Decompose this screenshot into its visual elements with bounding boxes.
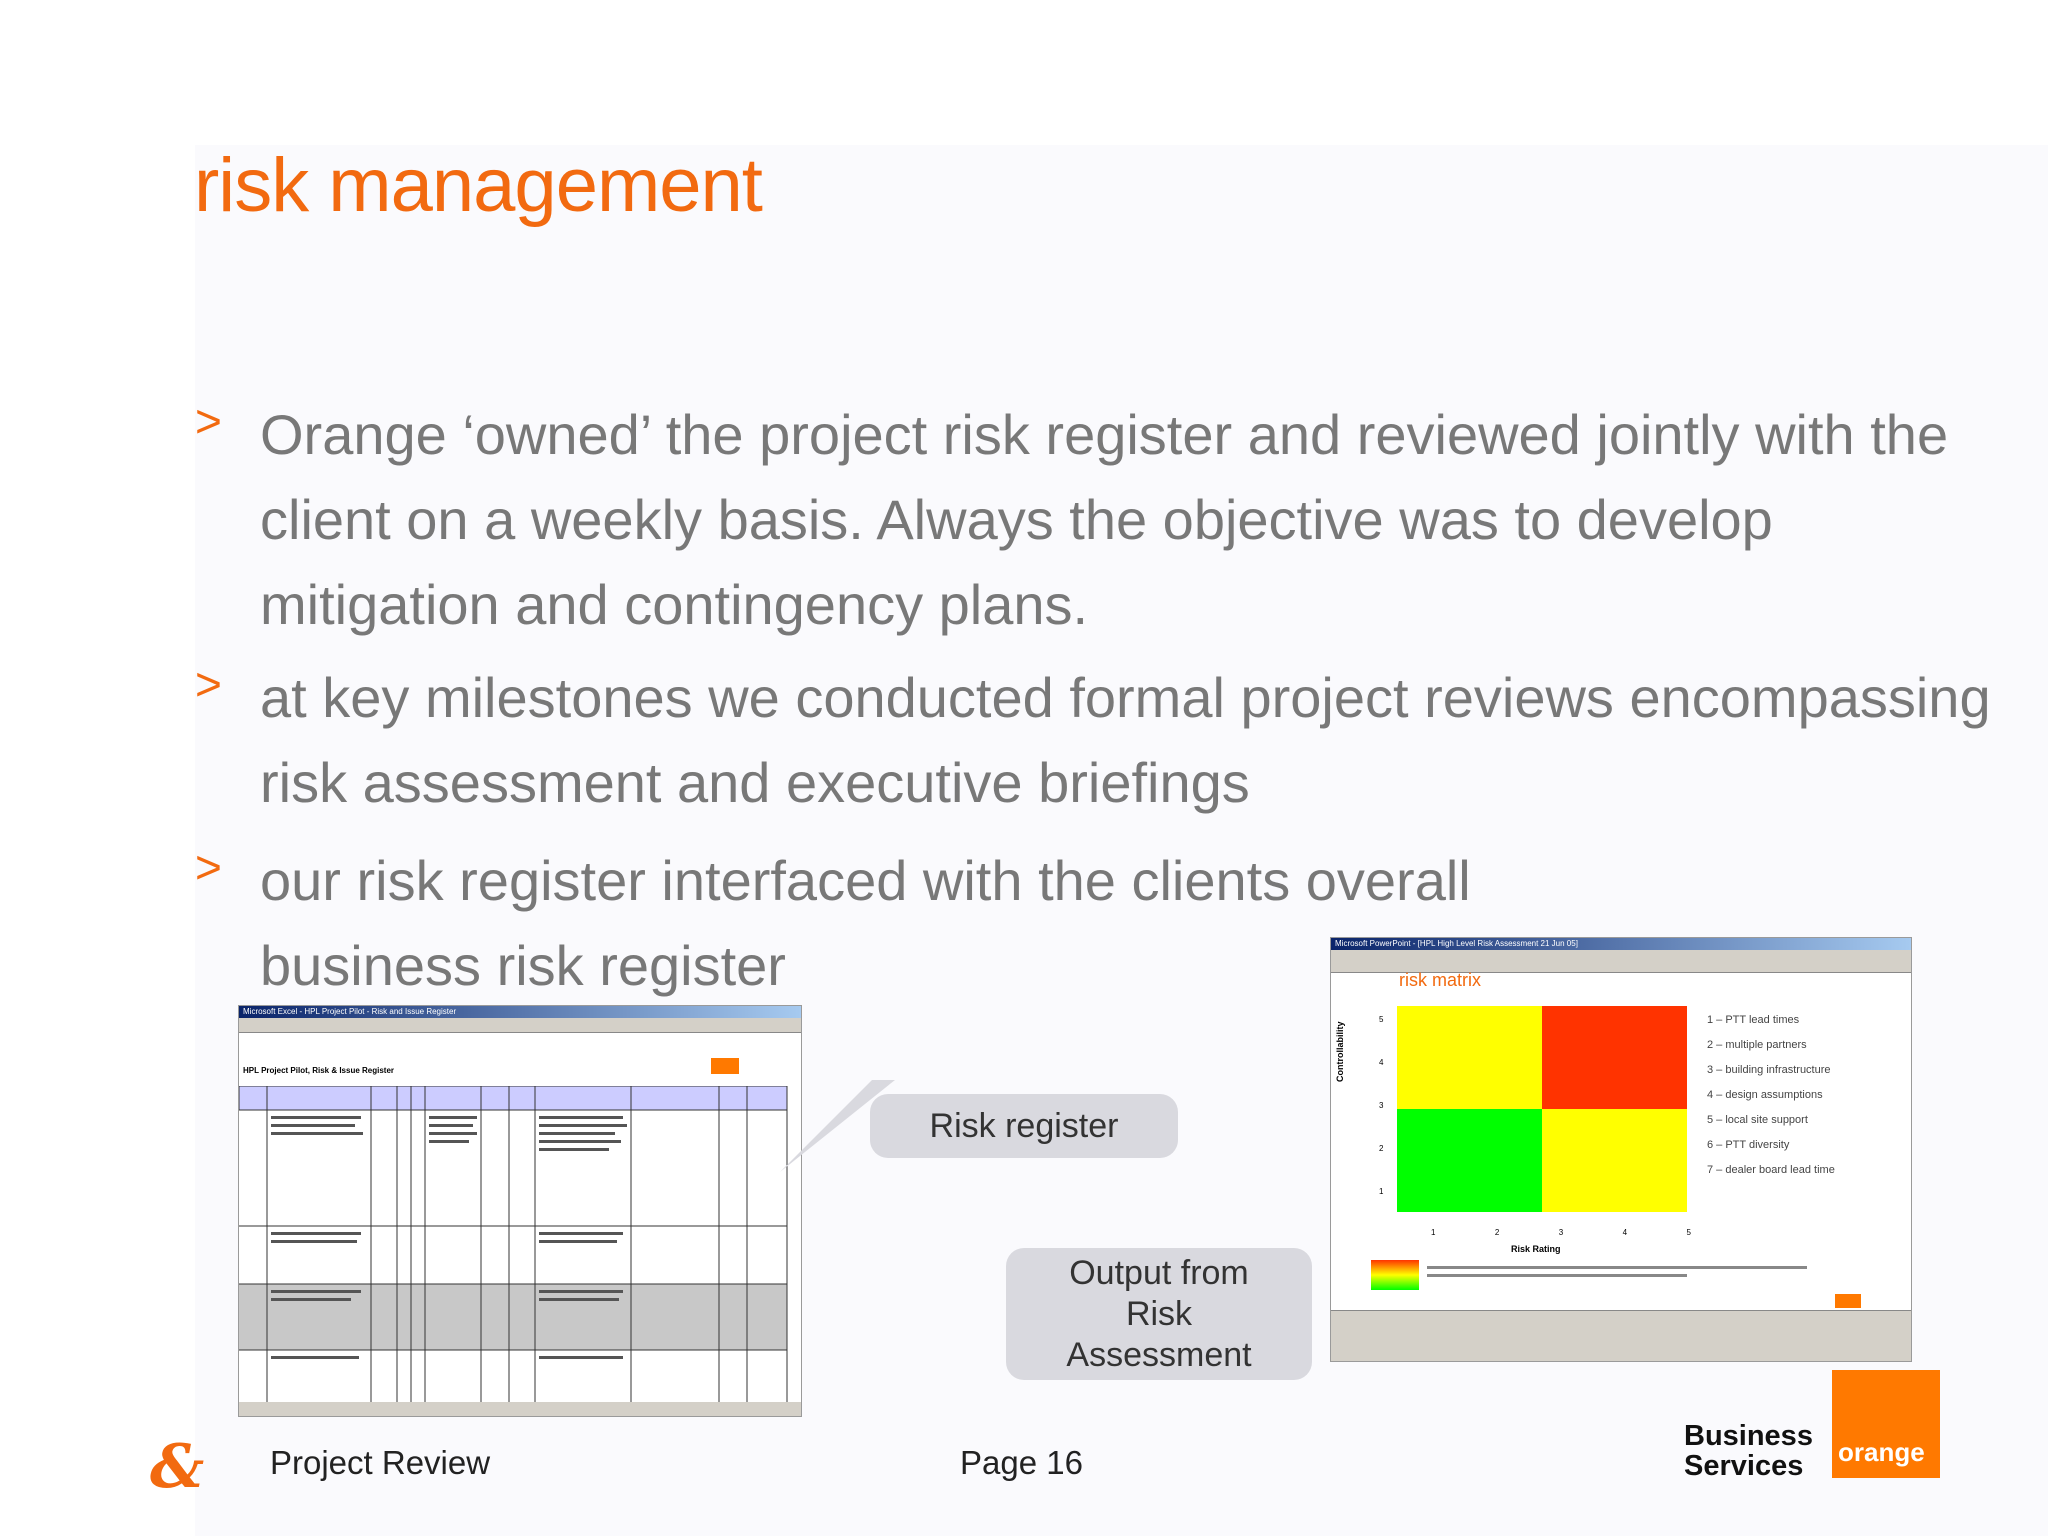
bullet-2 [195,655,1991,825]
callout-output-from-risk-assessment: Output from Risk Assessment [1006,1248,1312,1380]
callout-risk-register: Risk register [870,1094,1178,1158]
note-line [1427,1274,1687,1277]
legend-swatch [1371,1260,1419,1290]
register-table [239,1086,801,1416]
bullet-text: Orange ‘owned’ the project risk register and reviewed jointly with the client on a weekly basis. Always the objective was to develop mitigation and contingency plans. [260,403,1949,636]
quadrant-bottom-left [1397,1109,1542,1212]
brand-text: Business Services [1684,1420,1813,1482]
risk-register-screenshot [238,1005,802,1417]
x-ticks: 1 2 3 4 5 [1431,1228,1691,1237]
matrix-legend: 1 – PTT lead times 2 – multiple partners 3 – building infrastructure 4 – design assumptions 5 – local site support 6 – PTT diversity 7 – dealer board lead time [1707,1014,1835,1176]
ppt-title-bar: Microsoft PowerPoint - [HPL High Level Risk Assessment 21 Jun 05] [1331,938,1911,950]
ampersand-logo: & [150,1432,205,1502]
quadrant-top-left [1397,1006,1542,1109]
x-axis-label: Risk Rating [1511,1244,1561,1254]
note-line [1427,1266,1807,1269]
bullet-marker: > [195,395,222,447]
matrix-title: risk matrix [1399,970,1481,990]
bullet-1 [195,392,1955,647]
orange-mini-logo [711,1058,739,1074]
orange-mini-logo [1835,1294,1861,1308]
sheet-heading: HPL Project Pilot, Risk & Issue Register [243,1066,395,1075]
risk-matrix-grid [1397,1006,1687,1212]
bullet-marker: > [195,841,222,893]
footer-project-review: Project Review [270,1444,491,1481]
orange-logo: orange [1832,1370,1940,1478]
y-axis-label: Controllability [1335,1021,1345,1082]
excel-title-bar: Microsoft Excel - HPL Project Pilot - Risk and Issue Register [239,1006,801,1018]
y-ticks: 5 4 3 2 1 [1379,1015,1384,1196]
footer-page-number: Page 16 [960,1444,1083,1481]
bullet-text: our risk register interfaced with the clients overall business risk register [260,849,1471,997]
risk-matrix-screenshot [1330,937,1912,1362]
ppt-drawing-toolbar [1331,1310,1911,1362]
bullet-marker: > [195,658,222,710]
bullet-text: at key milestones we conducted formal project reviews encompassing risk assessment and executive briefings [260,666,1991,814]
excel-toolbar [239,1018,801,1033]
slide-title: risk management [194,143,762,228]
quadrant-bottom-right [1542,1109,1687,1212]
quadrant-top-right [1542,1006,1687,1109]
